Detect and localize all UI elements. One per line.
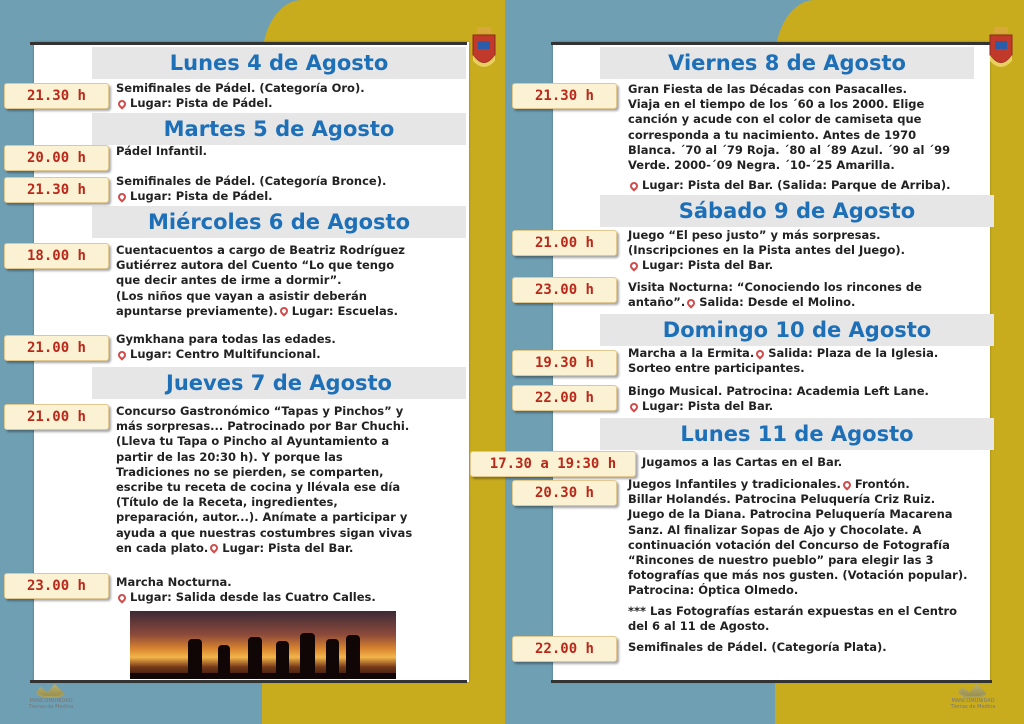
location-pin-icon [116, 592, 127, 603]
event-time: 21.00 h [4, 404, 109, 430]
location-pin-icon [755, 348, 766, 359]
event-time: 22.00 h [512, 385, 617, 411]
location-pin-icon [116, 98, 127, 109]
event-text: Jugamos a las Cartas en el Bar. [642, 455, 843, 469]
event-time: 21.30 h [512, 83, 617, 109]
event-time: 21.00 h [512, 230, 617, 256]
event-text: Juegos Infantiles y tradicionales. Frontón. Billar Holandés. Patrocina Peluquería Criz Ruiz. Juego de la Diana. Patrocina Peluquería Macarena Sanz. Al finalizar Sopas de Ajo y Chocolate. A continuación votación del Concurso de Fotografía “Rincones de nuestro pueblo” para elegir las 3 fotografías que más nos gusten. (Votación popular). Patrocina: Óptica Olmedo. [628, 477, 968, 598]
event-time: 19.30 h [512, 350, 617, 376]
location-pin-icon [278, 306, 289, 317]
day-header: Sábado 9 de Agosto [600, 195, 994, 227]
location-pin-icon [628, 180, 639, 191]
event-text: Bingo Musical. Patrocina: Academia Left Lane. Lugar: Pista del Bar. [628, 384, 929, 414]
location-pin-icon [686, 297, 697, 308]
day-header: Jueves 7 de Agosto [92, 367, 466, 399]
event-text: Semifinales de Pádel. (Categoría Oro). Lugar: Pista de Pádel. [116, 81, 365, 111]
event-time: 23.00 h [512, 277, 617, 303]
location-pin-icon [841, 479, 852, 490]
event-text: Gymkhana para todas las edades. Lugar: Centro Multifuncional. [116, 332, 336, 362]
location-pin-icon [209, 543, 220, 554]
location-pin-icon [628, 401, 639, 412]
event-time: 20.30 h [512, 480, 617, 506]
event-text: Visita Nocturna: “Conociendo los rincones de antaño”. Salida: Desde el Molino. [628, 280, 922, 310]
day-header: Miércoles 6 de Agosto [92, 206, 466, 238]
event-text: Marcha a la Ermita. Salida: Plaza de la Iglesia. Sorteo entre participantes. [628, 346, 939, 376]
day-header: Lunes 11 de Agosto [600, 418, 994, 450]
event-time: 17.30 a 19:30 h [470, 451, 636, 477]
exhibition-note: *** Las Fotografías estarán expuestas en el Centro del 6 al 11 de Agosto. [628, 604, 958, 634]
event-time: 21.30 h [4, 83, 109, 109]
mancomunidad-logo: MANCOMUNIDAD Tierras de Medina [24, 684, 78, 714]
event-time: 21.30 h [4, 177, 109, 203]
event-time: 20.00 h [4, 145, 109, 171]
mancomunidad-logo: MANCOMUNIDAD Tierras de Medina [946, 684, 1000, 714]
event-text: Semifinales de Pádel. (Categoría Bronce). Lugar: Pista de Pádel. [116, 174, 387, 204]
event-text: Marcha Nocturna. Lugar: Salida desde las Cuatro Calles. [116, 575, 376, 605]
day-header: Martes 5 de Agosto [92, 113, 466, 145]
event-text: Juego “El peso justo” y más sorpresas. (Inscripciones en la Pista antes del Juego). Lugar: Pista del Bar. [628, 228, 905, 273]
event-time: 22.00 h [512, 636, 617, 662]
event-text: Pádel Infantil. [116, 144, 208, 158]
event-time: 21.00 h [4, 335, 109, 361]
day-header: Lunes 4 de Agosto [92, 47, 466, 79]
day-header: Domingo 10 de Agosto [600, 314, 994, 346]
municipal-shield-icon [988, 27, 1014, 71]
day-header: Viernes 8 de Agosto [600, 47, 974, 79]
event-text: Semifinales de Pádel. (Categoría Plata). [628, 640, 887, 654]
municipal-shield-icon [471, 27, 497, 71]
location-pin-icon [628, 260, 639, 271]
event-time: 18.00 h [4, 243, 109, 269]
event-time: 23.00 h [4, 573, 109, 599]
event-text: Gran Fiesta de las Décadas con Pasacalles. Viaja en el tiempo de los ´60 a los 2000. Elige canción y acude con el color de camiseta que corresponda a tu nacimiento. Antes de 1970 Blanca. ´70 al ´79 Roja. ´80 al ´89 Azul. ´90 al ´99 Verde. 2000-´09 Negra. ´10-´25 Amarilla. [628, 82, 951, 173]
location-pin-icon [116, 191, 127, 202]
event-place: Lugar: Pista del Bar. (Salida: Parque de Arriba). [628, 178, 988, 193]
location-pin-icon [116, 349, 127, 360]
event-text: Cuentacuentos a cargo de Beatriz Rodríguez Gutiérrez autora del Cuento “Lo que tengo que decir antes de irme a dormir”. (Los niños que vayan a asistir deberán apuntarse previamente). Lugar: Escuelas. [116, 243, 405, 318]
event-text: Concurso Gastronómico “Tapas y Pinchos” y más sorpresas... Patrocinado por Bar Chuchi. (Lleva tu Tapa o Pincho al Ayuntamiento a partir de las 20:30 h). Y porque las Tradiciones no se pierden, se comparten, escribe tu receta de cocina y llévala ese día (Título de la Receta, ingredientes, preparación, autor...). Anímate a participar y ayuda a que nuestras costumbres sigan vivas en cada plato. Lugar: Pista del Bar. [116, 404, 413, 555]
sunset-group-photo [130, 611, 396, 679]
